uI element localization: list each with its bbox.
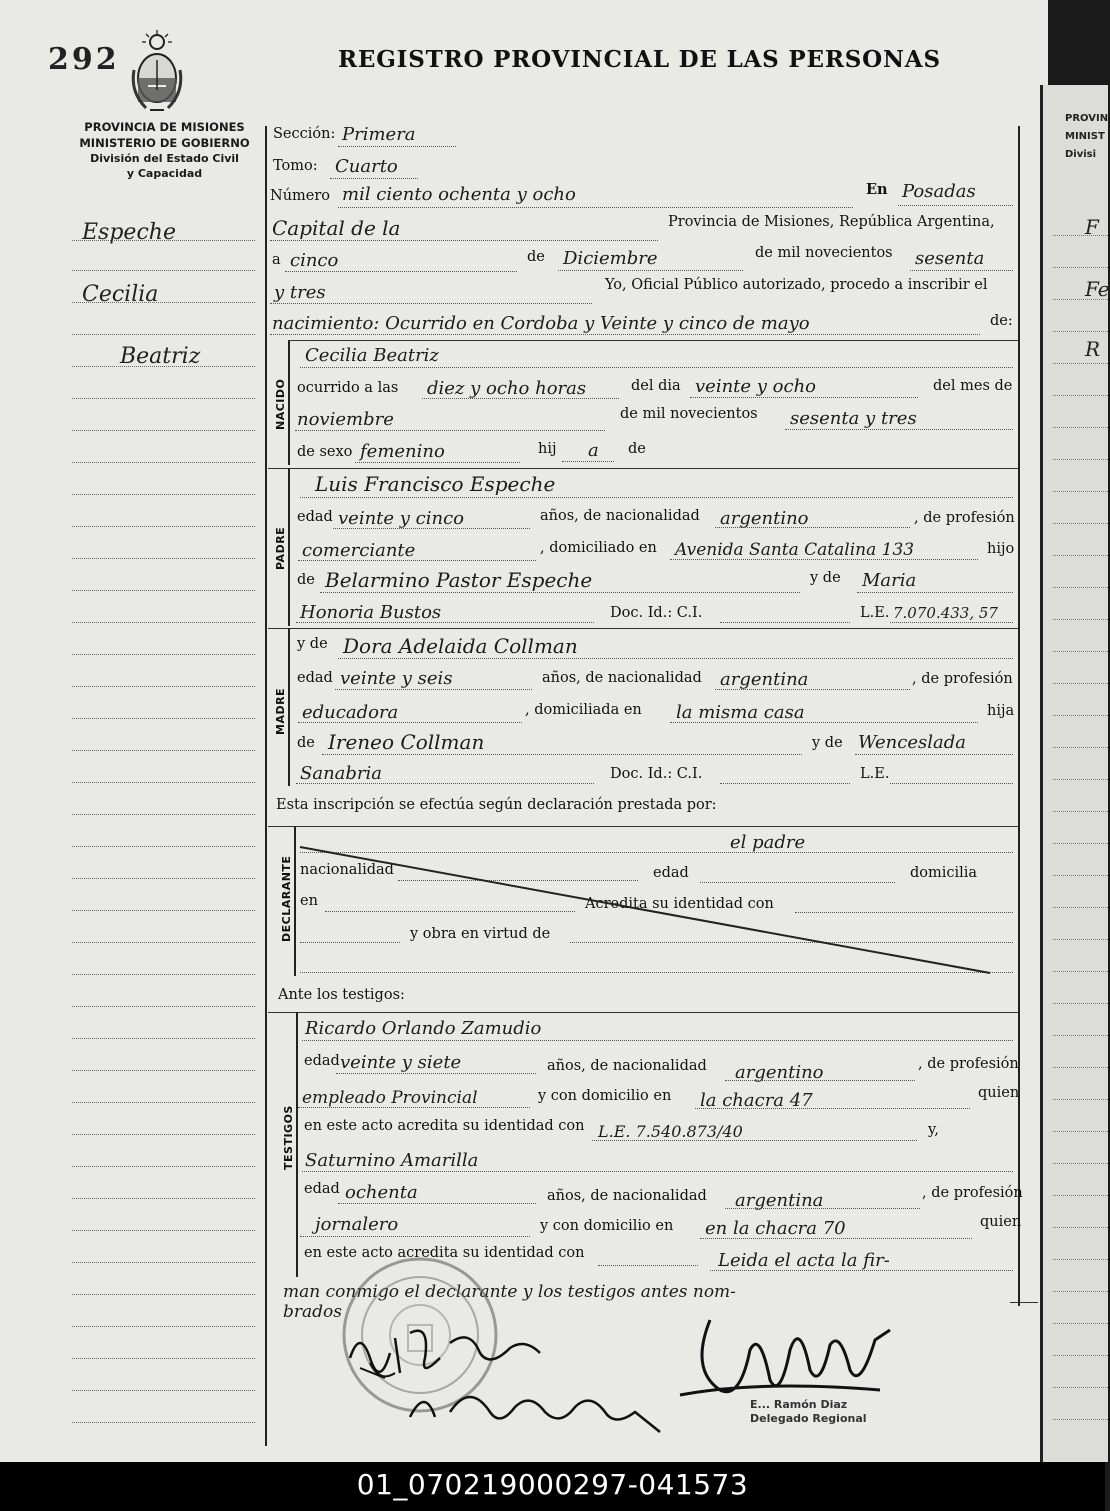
padre-ci-line <box>720 622 850 623</box>
testigos-border <box>296 1012 298 1277</box>
padre-y-de-label: y de <box>810 570 841 586</box>
madre-ci-line <box>720 783 850 784</box>
del-mes-label: del mes de <box>933 378 1013 394</box>
a-label: a <box>272 252 281 268</box>
t2-quien-label: quien <box>980 1214 1022 1230</box>
margin-line <box>72 270 255 271</box>
padre-nac-label: años, de nacionalidad <box>540 508 700 524</box>
anio-b-line <box>270 303 592 304</box>
next-hw-1: F <box>1085 215 1099 239</box>
madre-de-label: de <box>297 735 315 751</box>
closing-tick <box>1010 1302 1038 1303</box>
anio-a-line <box>910 270 1013 271</box>
padre-prof-label: , de profesión <box>914 510 1015 526</box>
child-name: Cecilia Beatriz <box>305 345 439 366</box>
madre-dom: la misma casa <box>676 702 805 723</box>
de-label: de <box>527 249 545 265</box>
next-hw-3: R <box>1085 337 1101 361</box>
t1-nac: argentino <box>735 1062 824 1083</box>
t1-edad-label: edad <box>304 1053 340 1069</box>
province-line: PROVINCIA DE MISIONES <box>84 120 245 134</box>
hijo-label: hijo <box>987 541 1015 557</box>
padre-nombre-line <box>300 497 1013 498</box>
next-line <box>1053 779 1108 780</box>
padre-madre-b-line <box>296 622 594 623</box>
margin-line <box>72 654 255 655</box>
witness-signature <box>400 1372 670 1442</box>
anio-a-value: sesenta <box>915 248 985 269</box>
padre-edad: veinte y cinco <box>338 508 465 529</box>
dia-line <box>690 397 918 398</box>
margin-line <box>72 462 255 463</box>
next-line <box>1053 1387 1108 1388</box>
next-line <box>1053 267 1108 268</box>
margin-line <box>72 782 255 783</box>
tomo-label: Tomo: <box>273 158 318 174</box>
hija-label: hija <box>987 703 1015 719</box>
numero-value: mil ciento ochenta y ocho <box>342 184 576 205</box>
t1-condom-label: y con domicilio en <box>538 1088 672 1104</box>
numero-label: Número <box>270 188 331 204</box>
t2-edad-label: edad <box>304 1181 340 1197</box>
t1-dom: la chacra 47 <box>700 1090 813 1111</box>
hora-value: diez y ocho horas <box>427 378 587 399</box>
madre-top <box>268 628 1018 629</box>
madre-madre-b: Sanabria <box>300 763 383 784</box>
delegate-stamp <box>750 1398 867 1426</box>
seccion-line <box>338 146 456 147</box>
padre-edad-label: edad <box>297 509 333 525</box>
numero-line <box>338 207 853 208</box>
padre-nac-line <box>715 527 910 528</box>
obra-label: y obra en virtud de <box>410 926 551 942</box>
provincia-label: Provincia de Misiones, República Argentina, <box>668 214 995 230</box>
padre-madre-a: Maria <box>862 570 917 591</box>
tomo-line <box>330 178 418 179</box>
scan-footer <box>0 1462 1105 1511</box>
t1-edad-line <box>336 1073 536 1074</box>
yo-oficial-label: Yo, Oficial Público autorizado, procedo a inscribir el <box>605 277 988 293</box>
madre-doc-label: Doc. Id.: C.I. <box>610 766 703 782</box>
cierre-a-line <box>710 1270 1013 1271</box>
declarante-value: el padre <box>730 832 806 853</box>
dia-a-value: cinco <box>290 250 339 271</box>
next-line <box>1053 971 1108 972</box>
madre-nombre-line <box>338 658 1013 659</box>
next-line <box>1053 555 1108 556</box>
decl-en-label: en <box>300 893 318 909</box>
margin-line <box>72 1422 255 1423</box>
next-line <box>1053 523 1108 524</box>
seccion-value: Primera <box>342 124 416 145</box>
nacido-label: NACIDO <box>274 378 287 430</box>
sexo-line <box>355 462 520 463</box>
t2-nac: argentina <box>735 1190 824 1211</box>
margin-line <box>72 1102 255 1103</box>
margin-line <box>72 1070 255 1071</box>
madre-prof-line <box>298 722 522 723</box>
next-line <box>1053 1131 1108 1132</box>
en-label: En <box>866 181 888 198</box>
madre-label: MADRE <box>274 687 287 735</box>
next-line <box>1053 1227 1108 1228</box>
nacido-top <box>288 340 1018 341</box>
cierre-c: brados <box>283 1302 342 1322</box>
t1-acto-label: en este acto acredita su identidad con <box>304 1118 585 1134</box>
right-border <box>1018 126 1020 1306</box>
next-line <box>1053 363 1108 364</box>
next-hdr-1: PROVIN <box>1065 113 1109 124</box>
next-line <box>1053 1195 1108 1196</box>
margin-surname: Espeche <box>82 220 176 245</box>
t2-condom-label: y con domicilio en <box>540 1218 674 1234</box>
margin-line <box>72 1134 255 1135</box>
ministry-line: MINISTERIO DE GOBIERNO <box>79 136 250 150</box>
next-line <box>1053 1035 1108 1036</box>
next-line <box>1053 619 1108 620</box>
acredita-label: Acredita su identidad con <box>585 896 774 912</box>
madre-padre-line <box>322 754 802 755</box>
madre-madre-a-line <box>855 754 1013 755</box>
ocurrido-label: ocurrido a las <box>297 380 399 396</box>
hij-label: hij <box>538 441 557 457</box>
margin-line <box>72 558 255 559</box>
next-line <box>1053 1259 1108 1260</box>
t1-prof-line <box>298 1107 530 1108</box>
madre-nac: argentina <box>720 669 809 690</box>
margin-line <box>72 1166 255 1167</box>
next-line <box>1053 1067 1108 1068</box>
padre-label: PADRE <box>274 526 287 570</box>
padre-doc-label: Doc. Id.: C.I. <box>610 605 703 621</box>
next-line <box>1053 1163 1108 1164</box>
anio-b-value: y tres <box>274 282 326 303</box>
t1-prof: empleado Provincial <box>302 1088 478 1108</box>
t1-edad: veinte y siete <box>340 1052 462 1073</box>
next-line <box>1053 811 1108 812</box>
next-line <box>1053 651 1108 652</box>
hij-line <box>562 461 614 462</box>
madre-le-label: L.E. <box>860 766 890 782</box>
margin-line <box>72 526 255 527</box>
padre-top <box>268 468 1018 469</box>
madre-dom-line <box>670 722 978 723</box>
t2-edad-line <box>338 1203 536 1204</box>
madre-nac-line <box>715 689 910 690</box>
padre-padre: Belarmino Pastor Espeche <box>325 568 593 592</box>
madre-madre-b-line <box>296 783 594 784</box>
ministry-header <box>62 119 267 181</box>
padre-nac: argentino <box>720 508 809 529</box>
t2-dom-line <box>700 1238 972 1239</box>
hora-line <box>422 398 619 399</box>
next-line <box>1053 299 1108 300</box>
padre-edad-line <box>333 528 530 529</box>
mes-a-line <box>558 270 743 271</box>
decl-nac-label: nacionalidad <box>300 862 394 878</box>
anio-value: sesenta y tres <box>790 408 917 429</box>
nacimiento-line <box>270 334 980 335</box>
mes-value: noviembre <box>297 409 394 430</box>
mes-a-value: Diciembre <box>563 248 658 269</box>
child-name-line <box>300 367 1013 368</box>
dia-value: veinte y ocho <box>695 376 817 397</box>
margin-line <box>72 686 255 687</box>
t1-nac-label: años, de nacionalidad <box>547 1058 707 1074</box>
next-line <box>1053 1099 1108 1100</box>
dia-a-line <box>285 271 517 272</box>
padre-de-label: de <box>297 572 315 588</box>
declarante-top <box>268 826 1018 827</box>
margin-line <box>72 334 255 335</box>
scan-reference: 01_070219000297-041573 <box>356 1468 749 1501</box>
t1-quien-label: quien <box>978 1085 1020 1101</box>
madre-prof: educadora <box>302 702 399 723</box>
padre-le-line <box>890 622 1013 623</box>
padre-le-label: L.E. <box>860 605 890 621</box>
tomo-value: Cuarto <box>335 156 398 177</box>
ante-label: Ante los testigos: <box>278 987 405 1003</box>
margin-line <box>72 1390 255 1391</box>
next-line <box>1053 715 1108 716</box>
sexo-value: femenino <box>360 441 445 462</box>
margin-first-name: Cecilia <box>82 282 159 307</box>
t2-prof-line <box>300 1236 530 1237</box>
t1-prof-label: , de profesión <box>918 1056 1019 1072</box>
padre-dom-line <box>670 559 978 560</box>
anio-line <box>785 429 1013 430</box>
next-line <box>1053 843 1108 844</box>
t1-nombre-line <box>302 1040 1013 1041</box>
t1-nombre: Ricardo Orlando Zamudio <box>305 1018 542 1039</box>
margin-line <box>72 942 255 943</box>
next-line <box>1053 939 1108 940</box>
sexo-label: de sexo <box>297 444 353 460</box>
padre-prof: comerciante <box>302 540 416 561</box>
testigos-top <box>268 1012 1018 1013</box>
madre-nac-label: años, de nacionalidad <box>542 670 702 686</box>
next-line <box>1053 491 1108 492</box>
margin-line <box>72 1358 255 1359</box>
esta-insc-label: Esta inscripción se efectúa según declaración prestada por: <box>276 797 717 813</box>
margin-line <box>72 366 255 367</box>
domiciliado-label: , domiciliado en <box>540 540 657 556</box>
next-line <box>1053 331 1108 332</box>
next-line <box>1053 1323 1108 1324</box>
next-line <box>1053 1291 1108 1292</box>
delegate-name: E... Ramón Diaz <box>750 1398 848 1411</box>
delegate-title: Delegado Regional <box>750 1412 867 1425</box>
padre-nombre: Luis Francisco Espeche <box>315 472 556 496</box>
next-hw-2: Fe <box>1085 277 1110 301</box>
padre-madre-b: Honoria Bustos <box>300 602 442 623</box>
t1-id: L.E. 7.540.873/40 <box>598 1122 743 1141</box>
next-line <box>1053 459 1108 460</box>
margin-line <box>72 750 255 751</box>
de2-label: de <box>628 441 646 457</box>
margin-line <box>72 302 255 303</box>
cierre-b: man conmigo el declarante y los testigos antes nom- <box>283 1282 736 1302</box>
next-line <box>1053 747 1108 748</box>
margin-line <box>72 846 255 847</box>
madre-madre-a: Wenceslada <box>858 732 966 753</box>
padre-padre-line <box>320 592 800 593</box>
domiciliada-label: , domiciliada en <box>525 702 642 718</box>
margin-line <box>72 1006 255 1007</box>
next-line <box>1053 427 1108 428</box>
main-border <box>265 126 267 1446</box>
t1-nac-line <box>725 1080 915 1081</box>
registry-title: REGISTRO PROVINCIAL DE LAS PERSONAS <box>338 46 941 73</box>
margin-line <box>72 974 255 975</box>
next-line <box>1053 587 1108 588</box>
madre-edad-label: edad <box>297 670 333 686</box>
t1-dom-line <box>695 1108 970 1109</box>
madre-edad: veinte y seis <box>340 668 453 689</box>
next-line <box>1053 1419 1108 1420</box>
capacity-line: y Capacidad <box>126 167 203 180</box>
en-line <box>898 205 1013 206</box>
padre-dom: Avenida Santa Catalina 133 <box>675 540 915 560</box>
page-number: 292 <box>48 42 120 77</box>
t2-dom: en la chacra 70 <box>705 1218 846 1239</box>
next-line <box>1053 1003 1108 1004</box>
t2-edad: ochenta <box>345 1182 418 1203</box>
t2-nombre: Saturnino Amarilla <box>305 1150 479 1171</box>
madre-y-de-label: y de <box>297 636 328 652</box>
madre-y-de2-label: y de <box>812 735 843 751</box>
del-dia-label: del dia <box>631 378 681 394</box>
testigos-label: TESTIGOS <box>282 1105 295 1170</box>
mil-nov2-label: de mil novecientos <box>620 406 758 422</box>
madre-padre: Ireneo Collman <box>328 730 485 754</box>
madre-nombre: Dora Adelaida Collman <box>343 634 578 658</box>
t2-prof-label: , de profesión <box>922 1185 1023 1201</box>
margin-line <box>72 910 255 911</box>
next-line <box>1053 683 1108 684</box>
margin-line <box>72 398 255 399</box>
t2-prof: jornalero <box>315 1214 399 1235</box>
madre-prof-label: , de profesión <box>912 671 1013 687</box>
margin-second-name: Beatriz <box>120 344 201 369</box>
coat-of-arms-icon <box>128 30 186 114</box>
margin-line <box>72 1038 255 1039</box>
padre-prof-line <box>298 560 536 561</box>
margin-line <box>72 1326 255 1327</box>
margin-line <box>72 240 255 241</box>
next-line <box>1053 235 1108 236</box>
cierre-a: Leida el acta la fir- <box>718 1250 890 1271</box>
madre-le-line <box>890 783 1013 784</box>
mil-nov-label: de mil novecientos <box>755 245 893 261</box>
next-line <box>1053 907 1108 908</box>
decl-dom-label: domicilia <box>910 865 978 881</box>
nacimiento-value: nacimiento: Ocurrido en Cordoba y Veinte y cinco de mayo <box>272 313 810 334</box>
madre-edad-line <box>335 689 532 690</box>
margin-line <box>72 1262 255 1263</box>
next-hdr-2: MINIST <box>1065 131 1105 142</box>
mes-line <box>295 430 605 431</box>
capital-value: Capital de la <box>272 216 401 240</box>
next-line <box>1053 395 1108 396</box>
padre-le: 7.070.433, 57 <box>893 604 998 622</box>
seccion-label: Sección: <box>273 126 336 142</box>
margin-line <box>72 1294 255 1295</box>
t2-acto-label: en este acto acredita su identidad con <box>304 1245 585 1261</box>
t2-id-line <box>598 1265 698 1266</box>
t1-y-label: y, <box>928 1122 939 1138</box>
madre-border <box>288 628 290 786</box>
next-hdr-3: Divisi <box>1065 149 1097 160</box>
t2-nac-label: años, de nacionalidad <box>547 1188 707 1204</box>
t2-nombre-line <box>302 1171 1013 1172</box>
t2-nac-line <box>725 1208 920 1209</box>
en-value: Posadas <box>902 181 976 202</box>
hij-suffix: a <box>588 440 599 461</box>
margin-line <box>72 1198 255 1199</box>
de-colon-label: de: <box>990 313 1013 329</box>
t1-id-line <box>592 1140 917 1141</box>
declarante-label: DECLARANTE <box>280 855 293 942</box>
next-line <box>1053 875 1108 876</box>
margin-line <box>72 430 255 431</box>
decl-edad-label: edad <box>653 865 689 881</box>
padre-border <box>288 468 290 626</box>
declarante-border <box>294 826 296 976</box>
adjacent-page <box>1040 85 1108 1462</box>
margin-line <box>72 1230 255 1231</box>
margin-line <box>72 494 255 495</box>
margin-line <box>72 590 255 591</box>
margin-line <box>72 622 255 623</box>
capital-line <box>270 240 658 241</box>
margin-line <box>72 718 255 719</box>
next-line <box>1053 1355 1108 1356</box>
nacido-border <box>288 340 290 465</box>
margin-line <box>72 814 255 815</box>
division-line: División del Estado Civil <box>90 152 239 165</box>
padre-madre-a-line <box>857 592 1013 593</box>
margin-line <box>72 878 255 879</box>
cancel-stroke <box>300 845 1020 975</box>
